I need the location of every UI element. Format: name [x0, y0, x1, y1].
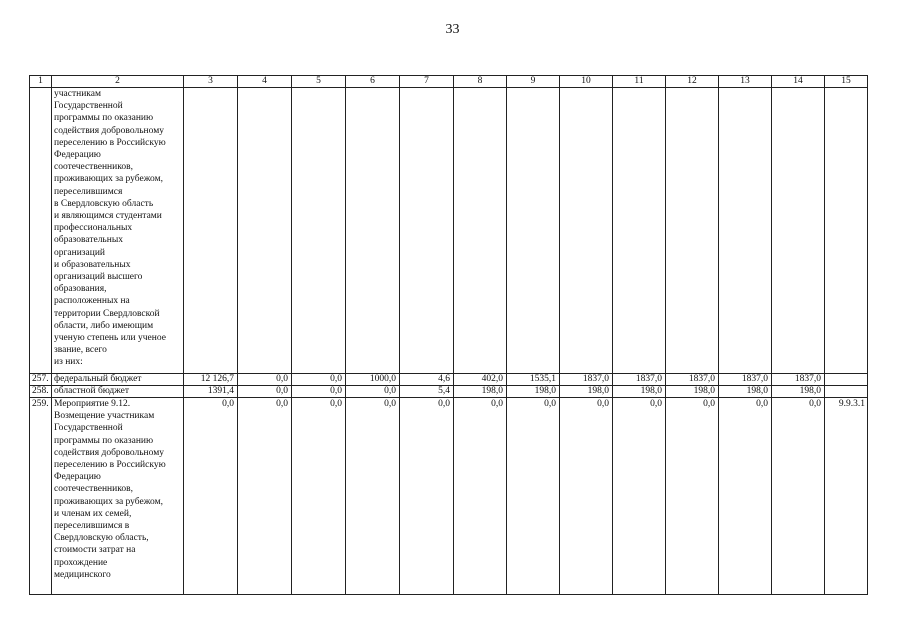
text-line: из них:: [54, 357, 83, 368]
text-line: переселению в Российскую: [54, 137, 166, 148]
header-cell: 7: [400, 76, 454, 88]
header-cell: 6: [346, 76, 400, 88]
text-line: проживающих за рубежом,: [54, 174, 163, 185]
value-cell: 1000,0: [346, 374, 400, 386]
value-cell: 402,0: [454, 374, 507, 386]
header-cell: 14: [772, 76, 825, 88]
value-cell: 0,0: [292, 386, 346, 398]
value-cell: 0,0: [560, 398, 613, 595]
row-number-cell: [30, 88, 52, 374]
text-line: организаций: [54, 247, 106, 258]
text-line: содействия добровольному: [54, 125, 164, 136]
text-line: участникам: [54, 89, 101, 99]
value-cell: 4,6: [400, 374, 454, 386]
text-line: и являющимся студентами: [54, 211, 162, 222]
text-line: образования,: [54, 284, 107, 295]
value-cell: [719, 88, 772, 374]
code-cell: [825, 374, 868, 386]
header-cell: 12: [666, 76, 719, 88]
value-cell: 0,0: [507, 398, 560, 595]
row-number-cell: 258.: [30, 386, 52, 398]
value-cell: 198,0: [613, 386, 666, 398]
text-line: стоимости затрат на: [54, 545, 136, 556]
text-line: Федерацию: [54, 150, 101, 161]
value-cell: 198,0: [666, 386, 719, 398]
text-line: Государственной: [54, 423, 123, 434]
value-cell: 198,0: [507, 386, 560, 398]
value-cell: [772, 88, 825, 374]
continuation-text-cell: [52, 88, 184, 374]
value-cell: 0,0: [454, 398, 507, 595]
code-cell: [825, 88, 868, 374]
value-cell: [184, 88, 238, 374]
text-line: Федерацию: [54, 472, 101, 483]
text-line: образовательных: [54, 235, 123, 246]
row-number-cell: 259.: [30, 398, 52, 595]
value-cell: 1837,0: [560, 374, 613, 386]
value-cell: [400, 88, 454, 374]
text-line: в Свердловскую область: [54, 198, 154, 209]
text-line: проживающих за рубежом,: [54, 496, 163, 507]
text-line: Государственной: [54, 101, 123, 112]
text-line: области, либо имеющим: [54, 320, 154, 331]
header-cell: 2: [52, 76, 184, 88]
text-line: расположенных на: [54, 296, 130, 307]
value-cell: 0,0: [238, 398, 292, 595]
value-cell: 0,0: [184, 398, 238, 595]
value-cell: [507, 88, 560, 374]
text-line: переселившимся: [54, 186, 123, 197]
value-cell: 0,0: [719, 398, 772, 595]
measure-text-cell: [52, 398, 184, 595]
value-cell: [613, 88, 666, 374]
text-line: программы по оказанию: [54, 435, 154, 446]
value-cell: 0,0: [346, 386, 400, 398]
value-cell: [560, 88, 613, 374]
value-cell: 0,0: [400, 398, 454, 595]
value-cell: 198,0: [560, 386, 613, 398]
header-cell: 11: [613, 76, 666, 88]
table-row: [30, 386, 868, 398]
value-cell: 0,0: [292, 374, 346, 386]
header-cell: 10: [560, 76, 613, 88]
value-cell: [292, 88, 346, 374]
value-cell: 0,0: [772, 398, 825, 595]
text-line: звание, всего: [54, 345, 107, 356]
value-cell: 0,0: [346, 398, 400, 595]
value-cell: [666, 88, 719, 374]
text-line: и образовательных: [54, 259, 131, 270]
value-cell: 1837,0: [613, 374, 666, 386]
text-line: Возмещение участникам: [54, 411, 155, 422]
row-name-cell: федеральный бюджет: [52, 374, 184, 386]
value-cell: 198,0: [772, 386, 825, 398]
text-line: Мероприятие 9.12.: [54, 399, 131, 409]
value-cell: 1535,1: [507, 374, 560, 386]
row-name-cell: областной бюджет: [52, 386, 184, 398]
text-line: переселившимся в: [54, 521, 130, 532]
table-row-measure: [30, 398, 868, 595]
header-cell: 4: [238, 76, 292, 88]
value-cell: 198,0: [719, 386, 772, 398]
value-cell: 1391,4: [184, 386, 238, 398]
table-row-continuation: [30, 88, 868, 374]
header-cell: 9: [507, 76, 560, 88]
code-cell: [825, 386, 868, 398]
code-cell: 9.9.3.1: [825, 398, 868, 595]
text-line: переселению в Российскую: [54, 460, 166, 471]
value-cell: 12 126,7: [184, 374, 238, 386]
value-cell: 0,0: [292, 398, 346, 595]
header-row: [30, 76, 868, 88]
value-cell: 198,0: [454, 386, 507, 398]
value-cell: 5,4: [400, 386, 454, 398]
text-line: медицинского: [54, 569, 111, 580]
value-cell: [454, 88, 507, 374]
text-line: программы по оказанию: [54, 113, 154, 124]
text-line: соотечественников,: [54, 484, 133, 495]
text-line: профессиональных: [54, 223, 133, 234]
header-cell: 5: [292, 76, 346, 88]
text-line: территории Свердловской: [54, 308, 160, 319]
value-cell: 0,0: [238, 374, 292, 386]
text-line: ученую степень или ученое: [54, 333, 166, 344]
header-cell: 15: [825, 76, 868, 88]
value-cell: 1837,0: [666, 374, 719, 386]
text-line: содействия добровольному: [54, 447, 164, 458]
budget-table: [29, 75, 868, 595]
value-cell: 0,0: [238, 386, 292, 398]
table-row: [30, 374, 868, 386]
value-cell: 0,0: [666, 398, 719, 595]
text-line: соотечественников,: [54, 162, 133, 173]
text-line: Свердловскую область,: [54, 533, 149, 544]
value-cell: 0,0: [613, 398, 666, 595]
header-cell: 8: [454, 76, 507, 88]
text-line: организаций высшего: [54, 272, 143, 283]
page-number: 33: [445, 22, 460, 37]
text-line: и членам их семей,: [54, 508, 132, 519]
value-cell: 1837,0: [772, 374, 825, 386]
value-cell: [346, 88, 400, 374]
row-number-cell: 257.: [30, 374, 52, 386]
header-cell: 3: [184, 76, 238, 88]
header-cell: 1: [30, 76, 52, 88]
value-cell: 1837,0: [719, 374, 772, 386]
value-cell: [238, 88, 292, 374]
header-cell: 13: [719, 76, 772, 88]
text-line: прохождение: [54, 557, 108, 568]
